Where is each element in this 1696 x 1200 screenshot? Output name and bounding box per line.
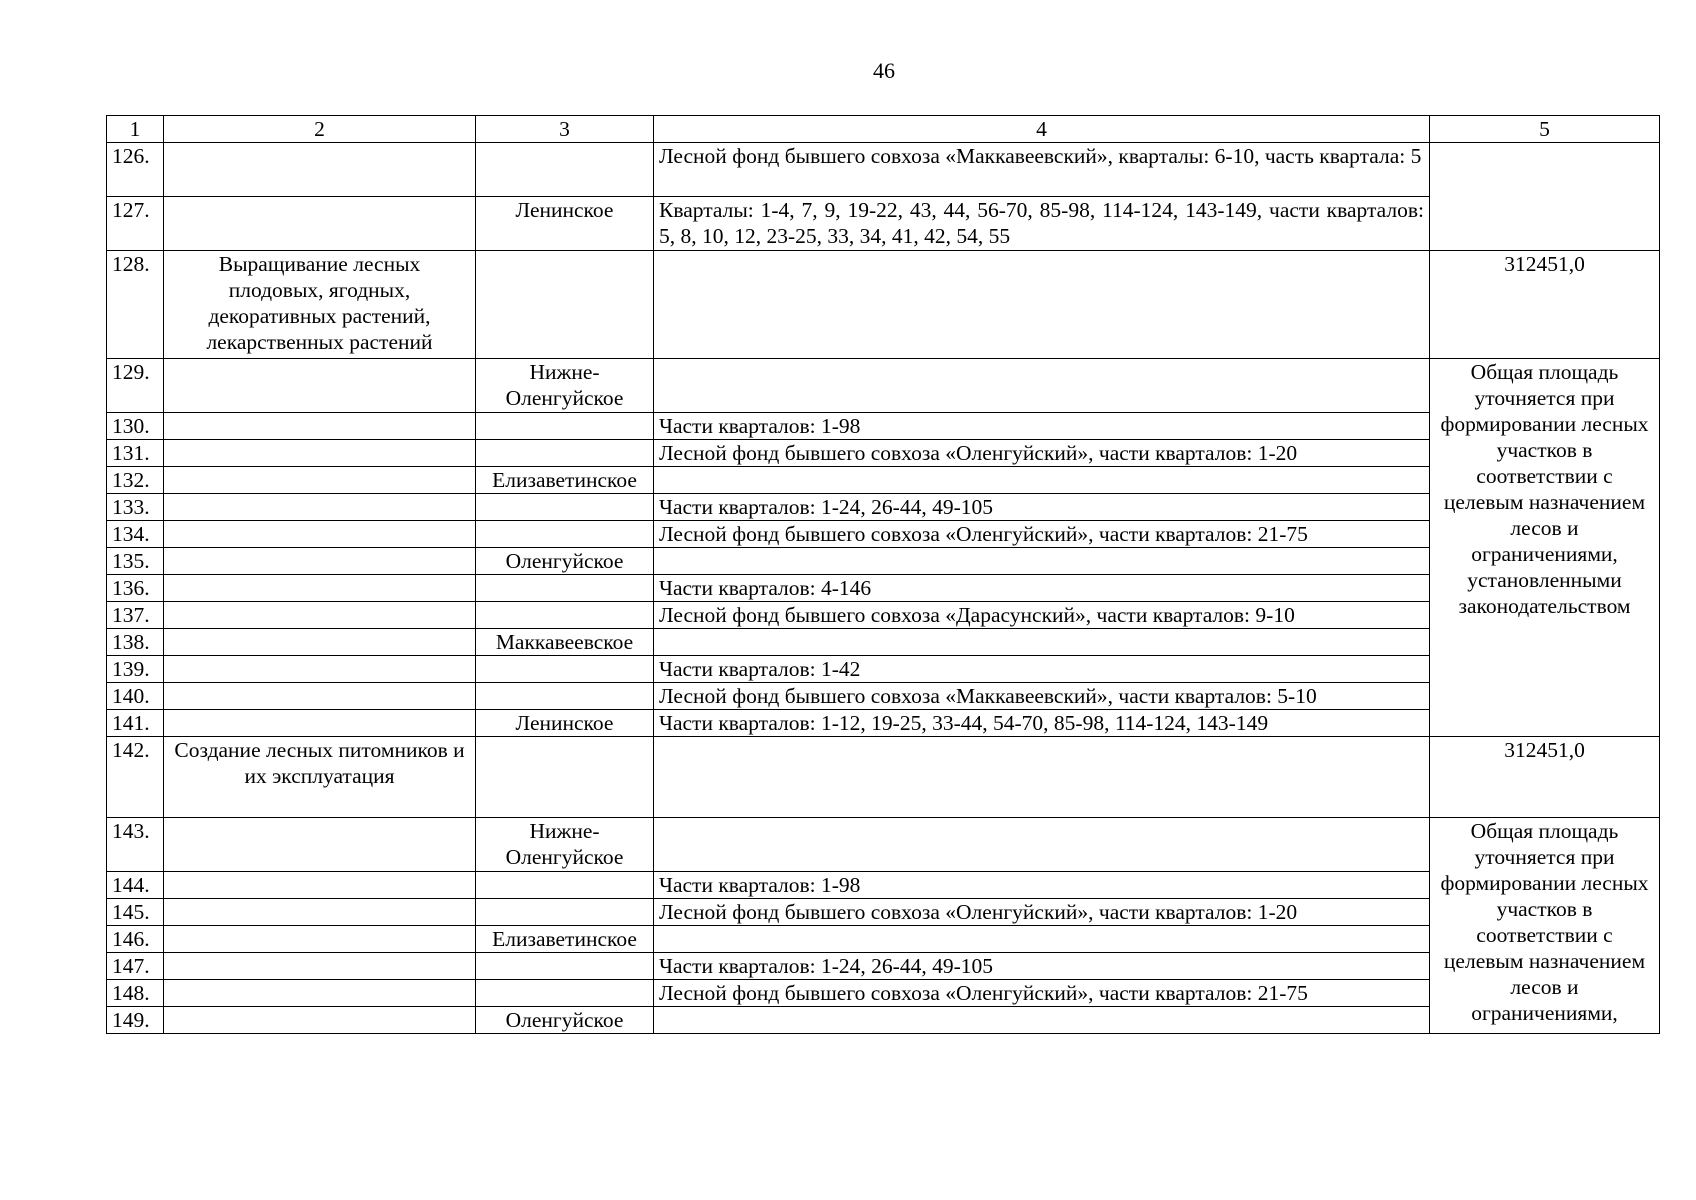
row-number: 129.: [107, 359, 164, 413]
header-cell: 3: [476, 116, 654, 143]
total-area-note-cell: Общая площадь уточняется при формировании лесных участков в соответствии с целевым назначением лесов и ограничениями,: [1430, 818, 1660, 1034]
activity-cell: [164, 359, 476, 413]
area-cell: Части кварталов: 4-146: [654, 575, 1430, 602]
activity-cell: Создание лесных питомников и их эксплуатация: [164, 737, 476, 818]
table-header-row: [107, 116, 1660, 143]
district-cell: Оленгуйское: [476, 548, 654, 575]
table-row: [107, 575, 1660, 602]
district-cell: [476, 953, 654, 980]
table-row: [107, 953, 1660, 980]
table-row: [107, 629, 1660, 656]
activity-cell: [164, 197, 476, 251]
area-cell: [654, 548, 1430, 575]
row-number: 134.: [107, 521, 164, 548]
total-area-cell: [1430, 143, 1660, 251]
table-row: [107, 440, 1660, 467]
activity-cell: [164, 683, 476, 710]
table-row: [107, 656, 1660, 683]
row-number: 148.: [107, 980, 164, 1007]
header-cell: 1: [107, 116, 164, 143]
activity-cell: [164, 440, 476, 467]
table-row: [107, 251, 1660, 359]
table-row: [107, 926, 1660, 953]
row-number: 142.: [107, 737, 164, 818]
row-number: 141.: [107, 710, 164, 737]
activity-cell: [164, 953, 476, 980]
row-number: 128.: [107, 251, 164, 359]
activity-cell: [164, 548, 476, 575]
table-row: [107, 818, 1660, 872]
activity-cell: [164, 872, 476, 899]
total-area-note-cell: Общая площадь уточняется при формировании лесных участков в соответствии с целевым назначением лесов и ограничениями, установленными законодательством: [1430, 359, 1660, 737]
area-cell: Части кварталов: 1-98: [654, 872, 1430, 899]
table-row: [107, 197, 1660, 251]
activity-cell: [164, 494, 476, 521]
table-row: [107, 413, 1660, 440]
district-cell: [476, 251, 654, 359]
activity-cell: [164, 467, 476, 494]
area-cell: Части кварталов: 1-12, 19-25, 33-44, 54-70, 85-98, 114-124, 143-149: [654, 710, 1430, 737]
area-cell: Лесной фонд бывшего совхоза «Оленгуйский», части кварталов: 1-20: [654, 440, 1430, 467]
district-cell: [476, 575, 654, 602]
district-cell: [476, 656, 654, 683]
row-number: 145.: [107, 899, 164, 926]
area-cell: Лесной фонд бывшего совхоза «Оленгуйский», части кварталов: 1-20: [654, 899, 1430, 926]
activity-cell: [164, 656, 476, 683]
district-cell: [476, 872, 654, 899]
activity-cell: [164, 521, 476, 548]
row-number: 147.: [107, 953, 164, 980]
table-row: [107, 899, 1660, 926]
area-cell: [654, 926, 1430, 953]
district-cell: Ленинское: [476, 197, 654, 251]
activity-cell: [164, 926, 476, 953]
area-cell: Лесной фонд бывшего совхоза «Оленгуйский», части кварталов: 21-75: [654, 521, 1430, 548]
total-area-cell: 312451,0: [1430, 251, 1660, 359]
row-number: 132.: [107, 467, 164, 494]
row-number: 130.: [107, 413, 164, 440]
area-cell: [654, 251, 1430, 359]
district-cell: Нижне-Оленгуйское: [476, 359, 654, 413]
table-row: [107, 710, 1660, 737]
page-number: 46: [873, 58, 895, 83]
district-cell: Нижне-Оленгуйское: [476, 818, 654, 872]
area-cell: Лесной фонд бывшего совхоза «Маккавеевский», кварталы: 6-10, часть квартала: 5: [654, 143, 1430, 197]
area-cell: [654, 818, 1430, 872]
district-cell: Маккавеевское: [476, 629, 654, 656]
district-cell: [476, 143, 654, 197]
district-cell: [476, 521, 654, 548]
area-cell: Кварталы: 1-4, 7, 9, 19-22, 43, 44, 56-70, 85-98, 114-124, 143-149, части кварталов: 5, 8, 10, 12, 23-25, 33, 34, 41, 42, 54, 55: [654, 197, 1430, 251]
row-number: 140.: [107, 683, 164, 710]
area-cell: [654, 359, 1430, 413]
district-cell: [476, 683, 654, 710]
area-cell: Части кварталов: 1-42: [654, 656, 1430, 683]
area-cell: [654, 1007, 1430, 1034]
row-number: 138.: [107, 629, 164, 656]
row-number: 136.: [107, 575, 164, 602]
table-row: [107, 521, 1660, 548]
area-cell: Части кварталов: 1-98: [654, 413, 1430, 440]
activity-cell: [164, 602, 476, 629]
activity-cell: [164, 629, 476, 656]
row-number: 126.: [107, 143, 164, 197]
area-cell: Лесной фонд бывшего совхоза «Оленгуйский», части кварталов: 21-75: [654, 980, 1430, 1007]
table-row: [107, 737, 1660, 818]
table-row: [107, 548, 1660, 575]
row-number: 146.: [107, 926, 164, 953]
district-cell: Оленгуйское: [476, 1007, 654, 1034]
header-cell: 5: [1430, 116, 1660, 143]
area-cell: Лесной фонд бывшего совхоза «Маккавеевский», части кварталов: 5-10: [654, 683, 1430, 710]
district-cell: [476, 980, 654, 1007]
activity-cell: Выращивание лесных плодовых, ягодных, декоративных растений, лекарственных растений: [164, 251, 476, 359]
area-cell: Части кварталов: 1-24, 26-44, 49-105: [654, 953, 1430, 980]
area-cell: Лесной фонд бывшего совхоза «Дарасунский», части кварталов: 9-10: [654, 602, 1430, 629]
header-cell: 2: [164, 116, 476, 143]
district-cell: Елизаветинское: [476, 926, 654, 953]
district-cell: [476, 440, 654, 467]
total-area-cell: 312451,0: [1430, 737, 1660, 818]
district-cell: Ленинское: [476, 710, 654, 737]
table-row: [107, 494, 1660, 521]
area-cell: Части кварталов: 1-24, 26-44, 49-105: [654, 494, 1430, 521]
row-number: 131.: [107, 440, 164, 467]
activity-cell: [164, 980, 476, 1007]
table-row: [107, 602, 1660, 629]
district-cell: Елизаветинское: [476, 467, 654, 494]
table-row: [107, 872, 1660, 899]
table-row: [107, 143, 1660, 197]
row-number: 149.: [107, 1007, 164, 1034]
area-cell: [654, 737, 1430, 818]
table-row: [107, 683, 1660, 710]
row-number: 143.: [107, 818, 164, 872]
area-cell: [654, 467, 1430, 494]
activity-cell: [164, 710, 476, 737]
row-number: 139.: [107, 656, 164, 683]
table-row: [107, 359, 1660, 413]
row-number: 133.: [107, 494, 164, 521]
table-row: [107, 467, 1660, 494]
district-cell: [476, 413, 654, 440]
activity-cell: [164, 143, 476, 197]
activity-cell: [164, 818, 476, 872]
activity-cell: [164, 1007, 476, 1034]
activity-cell: [164, 899, 476, 926]
table-row: [107, 1007, 1660, 1034]
district-cell: [476, 494, 654, 521]
row-number: 127.: [107, 197, 164, 251]
header-cell: 4: [654, 116, 1430, 143]
area-cell: [654, 629, 1430, 656]
table-row: [107, 980, 1660, 1007]
row-number: 137.: [107, 602, 164, 629]
row-number: 144.: [107, 872, 164, 899]
district-cell: [476, 737, 654, 818]
activity-cell: [164, 413, 476, 440]
activity-cell: [164, 575, 476, 602]
district-cell: [476, 899, 654, 926]
row-number: 135.: [107, 548, 164, 575]
forest-use-table: [106, 115, 1660, 1034]
district-cell: [476, 602, 654, 629]
